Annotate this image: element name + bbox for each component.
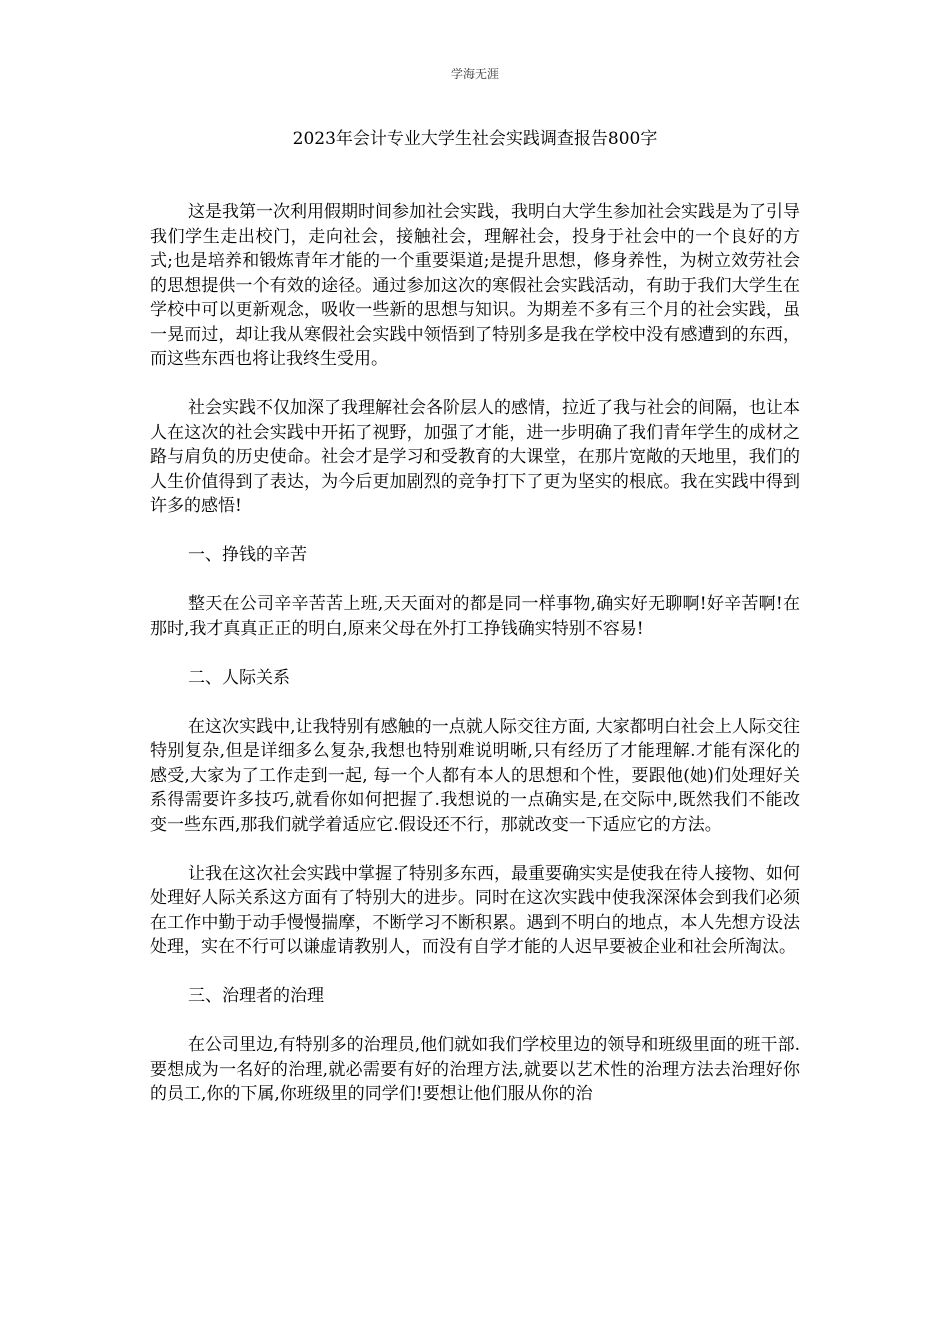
document-body: [150, 200, 800, 1131]
paragraph-relationships: 在这次实践中,让我特别有感触的一点就人际交往方面, 大家都明白社会上人际交往特别复杂,但是详细多么复杂,我想也特别难说明晰,只有经历了才能理解.才能有深化的感受,大家为了工作走到一起, 每一个人都有本人的思想和个性，要跟他(她)们处理好关系得需要许多技巧,就看你如何把握了.我想说的一点确实是,在交际中,既然我们不能改变一些东西,那我们就学着适应它.假设还不行，那就改变一下适应它的方法。: [150, 716, 800, 835]
paragraph-gains: 社会实践不仅加深了我理解社会各阶层人的感情，拉近了我与社会的间隔，也让本人在这次的社会实践中开拓了视野，加强了才能，进一步明确了我们青年学生的成材之路与肩负的历史使命。社会才是学习和受教育的大课堂，在那片宽敞的天地里，我们的人生价值得到了表达，为今后更加剧烈的竞争打下了更为坚实的根底。我在实践中得到许多的感悟!: [150, 398, 800, 516]
document-title: 2023年会计专业大学生社会实践调查报告800字: [292, 129, 658, 149]
running-header: 学海无涯: [450, 67, 499, 81]
paragraph-intro: 这是我第一次利用假期时间参加社会实践，我明白大学生参加社会实践是为了引导我们学生走出校门，走向社会，接触社会，理解社会，投身于社会中的一个良好的方式;也是培养和锻炼青年才能的一个重要渠道;是提升思想，修身养性，为树立效劳社会的思想提供一个有效的途径。通过参加这次的寒假社会实践活动，有助于我们大学生在学校中可以更新观念，吸收一些新的思想与知识。为期差不多有三个月的社会实践，虽一晃而过，却让我从寒假社会实践中领悟到了特别多是我在学校中没有感遭到的东西，而这些东西也将让我终生受用。: [150, 202, 800, 369]
paragraph-earning-money: 整天在公司辛辛苦苦上班,天天面对的都是同一样事物,确实好无聊啊!好辛苦啊!在那时,我才真真正正的明白,原来父母在外打工挣钱确实特别不容易!: [150, 594, 800, 639]
paragraph-lessons: 让我在这次社会实践中掌握了特别多东西，最重要确实实是使我在待人接物、如何处理好人际关系这方面有了特别大的进步。同时在这次实践中使我深深体会到我们必须在工作中勤于动手慢慢揣摩，不断学习不断积累。遇到不明白的地点，本人先想方设法处理，实在不行可以谦虚请教别人，而没有自学才能的人迟早要被企业和社会所淘汰。: [150, 863, 800, 957]
paragraph-management: 在公司里边,有特别多的治理员,他们就如我们学校里边的领导和班级里面的班干部.要想成为一名好的治理,就必需要有好的治理方法,就要以艺术性的治理方法去治理好你的员工,你的下属,你班级里的同学们!要想让他们服从你的治: [150, 1035, 800, 1104]
section-heading-management: 三、治理者的治理: [188, 986, 324, 1006]
section-heading-earning-money: 一、挣钱的辛苦: [188, 545, 307, 565]
section-heading-relationships: 二、人际关系: [188, 667, 290, 688]
